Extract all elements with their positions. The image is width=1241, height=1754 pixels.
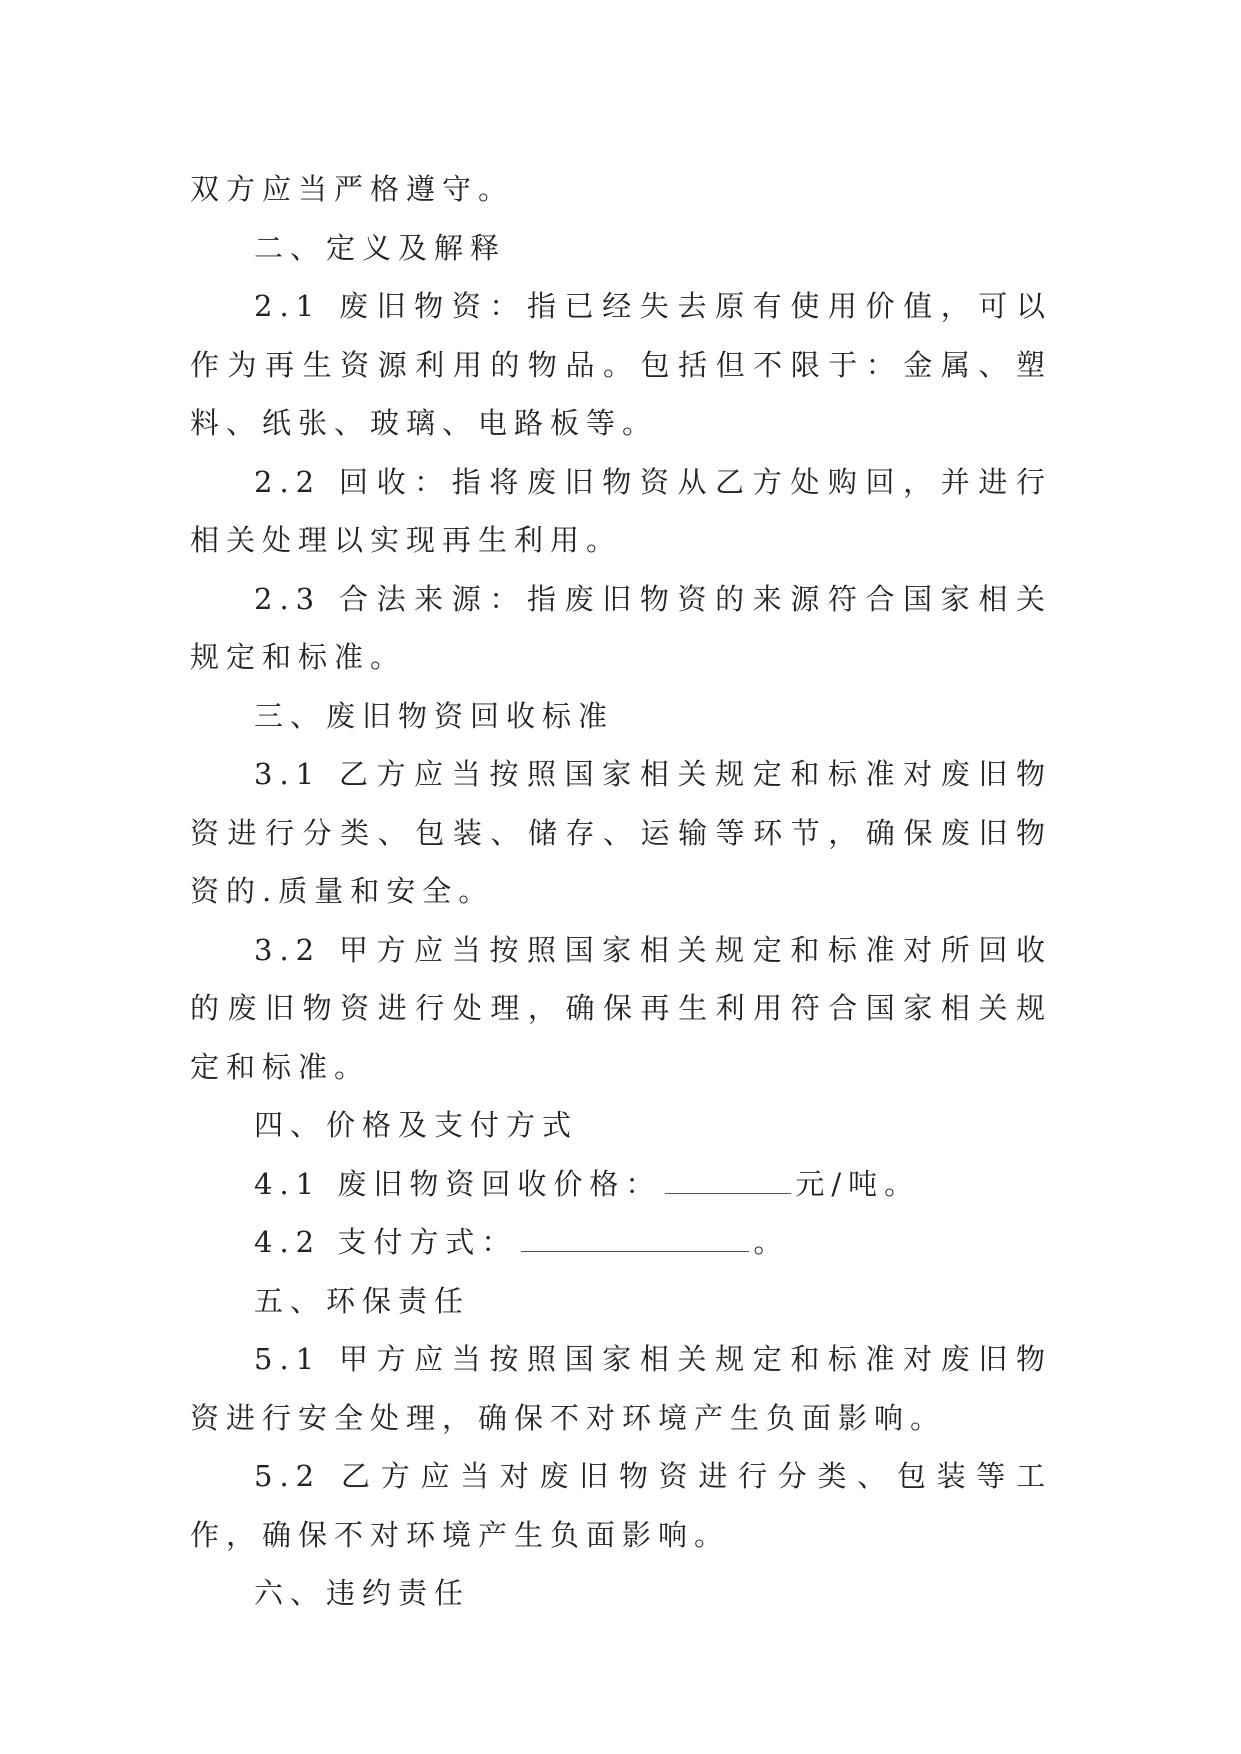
section-heading-liability: 六、违约责任 (254, 1576, 471, 1610)
price-label: 4.1 废旧物资回收价格： (254, 1166, 662, 1201)
clause-3-1: 3.1 乙方应当按照国家相关规定和标准对废旧物资进行分类、包装、储存、运输等环节，确保废旧物资的.质量和安全。 (190, 757, 1052, 908)
clause-3-2: 3.2 甲方应当按照国家相关规定和标准对所回收的废旧物资进行处理，确保再生利用符合国家相关规定和标准。 (190, 932, 1052, 1084)
payment-end: 。 (753, 1225, 790, 1259)
paragraph: 双方应当严格遵守。 (190, 172, 515, 206)
section-heading-price-payment: 四、价格及支付方式 (254, 1108, 579, 1142)
clause-4-2 (190, 1213, 1052, 1272)
payment-label: 4.2 支付方式： (254, 1225, 518, 1259)
price-unit: 元/吨。 (795, 1166, 921, 1201)
section-heading-definitions: 二、定义及解释 (254, 230, 507, 265)
section-heading-environment: 五、环保责任 (254, 1283, 471, 1318)
payment-blank-field[interactable] (521, 1227, 749, 1252)
clause-2-2: 2.2 回收：指将废旧物资从乙方处购回，并进行相关处理以实现再生利用。 (190, 464, 1052, 557)
clause-5-1: 5.1 甲方应当按照国家相关规定和标准对废旧物资进行安全处理，确保不对环境产生负面影响。 (190, 1342, 1052, 1435)
clause-2-3: 2.3 合法来源：指废旧物资的来源符合国家相关规定和标准。 (190, 581, 1052, 674)
document-body (190, 160, 1052, 1623)
price-blank-field[interactable] (665, 1169, 791, 1194)
clause-4-1 (190, 1155, 1052, 1214)
section-heading-standards: 三、废旧物资回收标准 (254, 698, 615, 733)
clause-2-1: 2.1 废旧物资：指已经失去原有使用价值，可以作为再生资源利用的物品。包括但不限于：金属、塑料、纸张、玻璃、电路板等。 (190, 289, 1052, 440)
clause-5-2: 5.2 乙方应当对废旧物资进行分类、包装等工作，确保不对环境产生负面影响。 (190, 1459, 1052, 1552)
